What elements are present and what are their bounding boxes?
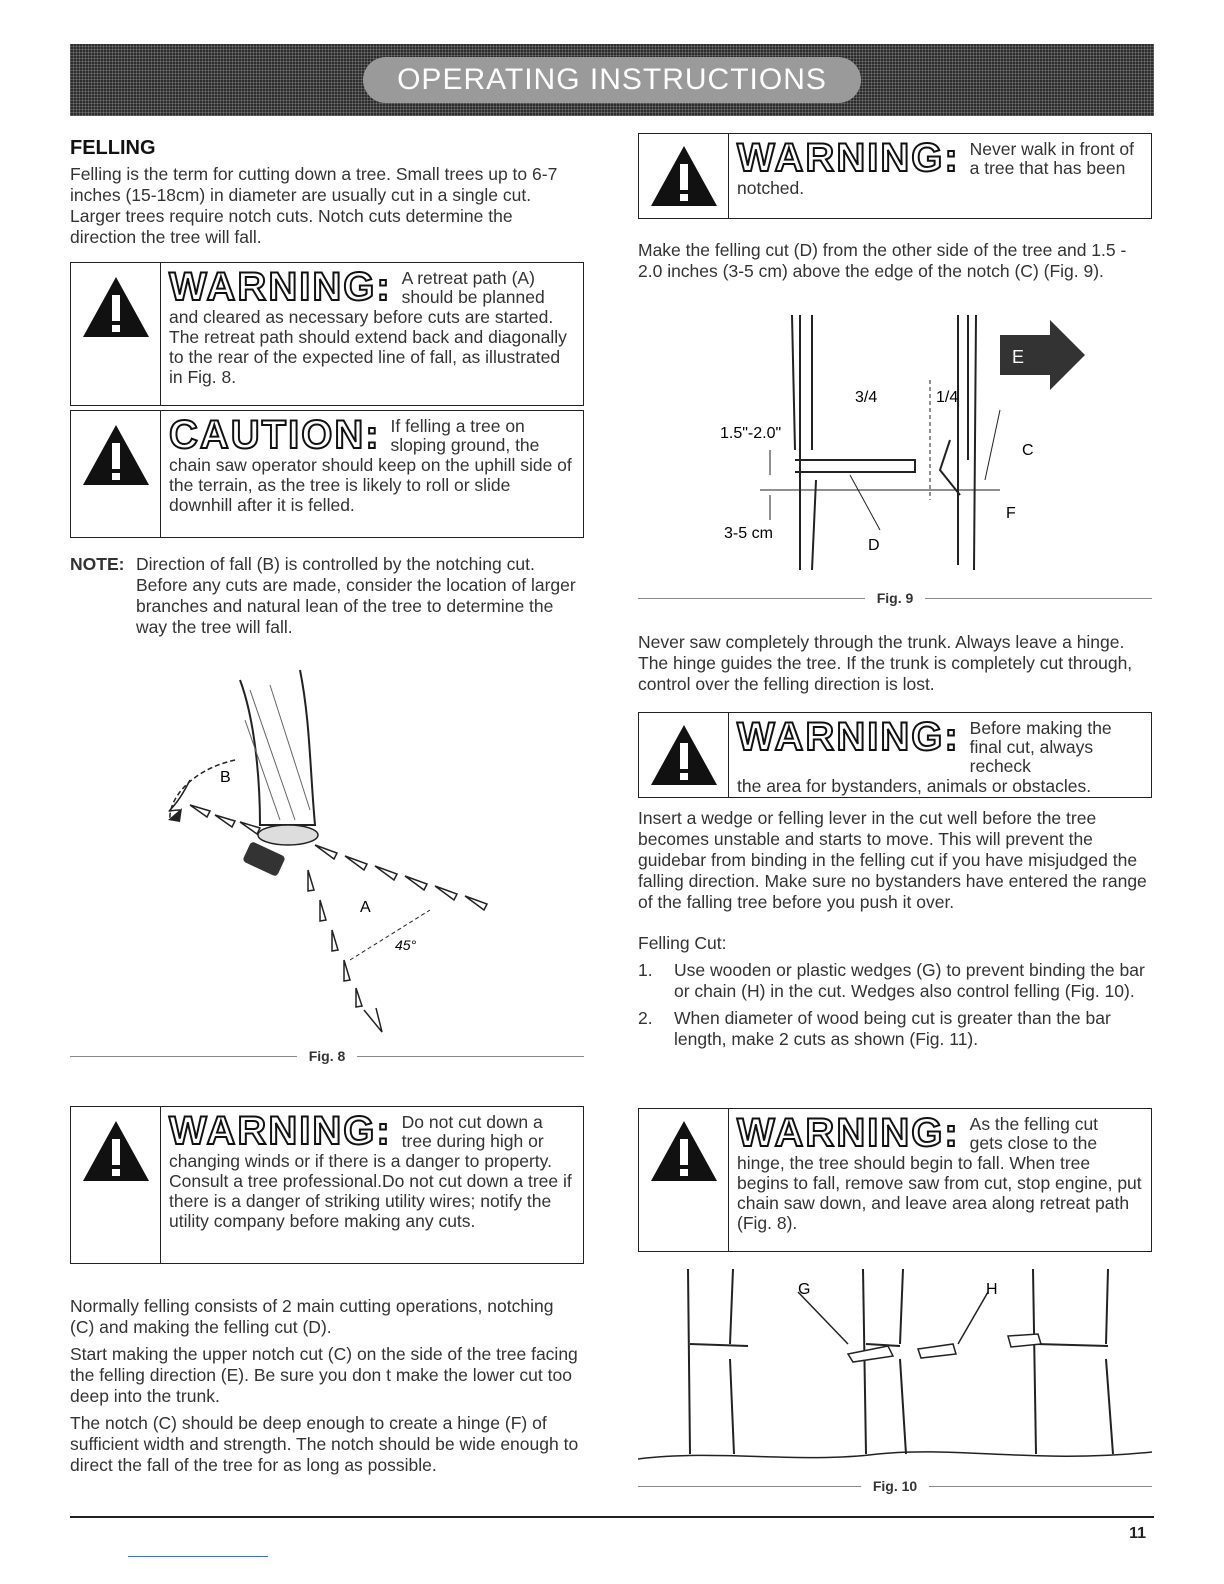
fig9-label-inches: 1.5"-2.0" xyxy=(720,425,782,442)
header-banner xyxy=(70,44,1154,116)
warning-body: and cleared as necessary before cuts are started. The retreat path should extend back and diagonally to the rear of the expected line of fall, as illustrated in Fig. 8. xyxy=(169,307,567,387)
fig8-label-b: B xyxy=(220,769,231,786)
warning-side-text: As the felling cut gets close to the xyxy=(969,1114,1099,1153)
warning-body: hinge, the tree should begin to fall. When tree begins to fall, remove saw from cut, stop engine, put chain saw down, and leave area along retreat path (Fig. 8). xyxy=(737,1153,1142,1233)
felling-cut-label: Felling Cut: xyxy=(638,933,727,953)
left-bottom-text xyxy=(70,1296,582,1476)
fig9-illustration xyxy=(700,310,1120,580)
warning-triangle-icon xyxy=(639,713,729,797)
notch-cut-paragraph: Start making the upper notch cut (C) on the side of the tree facing the felling direction (E). Be sure you don t make the lower cut too deep into the trunk. xyxy=(70,1344,578,1406)
intro-paragraph: Felling is the term for cutting down a tree. Small trees up to 6-7 inches (15-18cm) in diameter are usually cut in a single cut. Larger trees require notch cuts. Notch cuts determine the direction the tree will fall. xyxy=(70,164,558,247)
section-title: FELLING xyxy=(70,137,156,159)
warning-heading: WARNING: xyxy=(737,1111,960,1155)
warning-box-retreat-path xyxy=(70,262,584,406)
felling-operations-paragraph: Normally felling consists of 2 main cutting operations, notching (C) and making the felling cut (D). xyxy=(70,1296,554,1337)
fig9-label-f: F xyxy=(1006,505,1016,522)
warning-heading: WARNING: xyxy=(737,136,960,180)
caution-heading: CAUTION: xyxy=(169,413,381,457)
warning-body: changing winds or if there is a danger to property. Consult a tree professional.Do not cut down a tree if there is a danger of striking utility wires; notify the utility company before making any cuts. xyxy=(169,1151,572,1231)
fig8-illustration xyxy=(150,660,530,1040)
warning-body: the area for bystanders, animals or obstacles. xyxy=(737,776,1092,796)
warning-heading: WARNING: xyxy=(737,715,960,759)
warning-side-text: Do not cut down a tree during high or xyxy=(401,1112,544,1151)
warning-box-winds xyxy=(70,1106,584,1264)
warning-triangle-icon xyxy=(71,411,161,537)
hinge-paragraph: The notch (C) should be deep enough to create a hinge (F) of sufficient width and strength. The notch should be wide enough to direct the fall of the tree for as long as possible. xyxy=(70,1413,579,1475)
right-text-2 xyxy=(638,632,1152,695)
felling-cut-paragraph: Make the felling cut (D) from the other side of the tree and 1.5 - 2.0 inches (3-5 cm) above the edge of the notch (C) (Fig. 9). xyxy=(638,240,1127,281)
fig10-caption xyxy=(638,1478,1152,1494)
warning-box-final-cut xyxy=(638,712,1152,798)
fig9-label-e: E xyxy=(1012,347,1025,367)
right-text-3 xyxy=(638,808,1152,1056)
footer-rule xyxy=(70,1516,1154,1518)
warning-side-text: A retreat path (A) should be planned xyxy=(401,268,545,307)
fig10-label-g: G xyxy=(798,1281,811,1298)
fig10-caption-text: Fig. 10 xyxy=(872,1478,918,1494)
fig9-label-d: D xyxy=(868,537,880,554)
page-number: 11 xyxy=(1129,1525,1146,1542)
felling-cut-steps xyxy=(638,960,1152,1050)
never-saw-through-paragraph: Never saw completely through the trunk. Always leave a hinge. The hinge guides the tree. If the trunk is completely cut through, control over the felling direction is lost. xyxy=(638,632,1133,694)
warning-side-text: Never walk in front of a tree that has been xyxy=(969,139,1135,178)
caution-box-sloping-ground xyxy=(70,410,584,538)
note-label: NOTE: xyxy=(70,554,125,574)
list-item: 2. When diameter of wood being cut is greater than the bar length, make 2 cuts as shown (Fig. 11). xyxy=(638,1008,1111,1049)
fig9-label-cm: 3-5 cm xyxy=(724,525,773,542)
fig10-label-h: H xyxy=(986,1281,998,1298)
page-title: OPERATING INSTRUCTIONS xyxy=(363,57,861,103)
caution-side-text: If felling a tree on sloping ground, the xyxy=(390,416,540,455)
warning-heading: WARNING: xyxy=(169,1109,392,1153)
warning-side-text: Before making the final cut, always recheck xyxy=(969,718,1112,776)
warning-body: notched. xyxy=(737,178,805,198)
fig10-illustration xyxy=(638,1264,1152,1474)
warning-triangle-icon xyxy=(639,134,729,218)
decorative-line xyxy=(128,1556,268,1557)
fig8-label-a: A xyxy=(360,899,371,916)
fig8-caption xyxy=(70,1048,584,1064)
warning-triangle-icon xyxy=(639,1109,729,1251)
warning-triangle-icon xyxy=(71,263,161,405)
fig9-caption-text: Fig. 9 xyxy=(876,590,914,606)
fig9-label-three-quarters: 3/4 xyxy=(855,389,878,406)
note-text: Direction of fall (B) is controlled by the notching cut. Before any cuts are made, consider the location of larger branches and natural lean of the tree to determine the way the tree will fall. xyxy=(136,554,576,637)
list-item: 1. Use wooden or plastic wedges (G) to prevent binding the bar or chain (H) in the cut. Wedges also control felling (Fig. 10). xyxy=(638,960,1145,1001)
right-text-1 xyxy=(638,240,1152,282)
wedge-paragraph: Insert a wedge or felling lever in the cut well before the tree becomes unstable and starts to move. This will prevent the guidebar from binding in the felling cut if you have misjudged the falling direction. Make sure no bystanders have entered the range of the falling tree before you push it over. xyxy=(638,808,1147,912)
fig9-label-one-quarter: 1/4 xyxy=(936,389,959,406)
fig9-caption xyxy=(638,590,1152,606)
fig8-angle-label: 45° xyxy=(395,937,417,953)
warning-heading: WARNING: xyxy=(169,265,392,309)
warning-triangle-icon xyxy=(71,1107,161,1263)
left-column xyxy=(70,137,582,248)
caution-body: chain saw operator should keep on the uphill side of the terrain, as the tree is likely to roll or slide downhill after it is felled. xyxy=(169,455,572,515)
warning-box-tree-falling xyxy=(638,1108,1152,1252)
warning-box-never-walk xyxy=(638,133,1152,219)
fig8-caption-text: Fig. 8 xyxy=(308,1048,346,1064)
fig9-label-c: C xyxy=(1022,442,1034,459)
note-block xyxy=(70,554,584,638)
